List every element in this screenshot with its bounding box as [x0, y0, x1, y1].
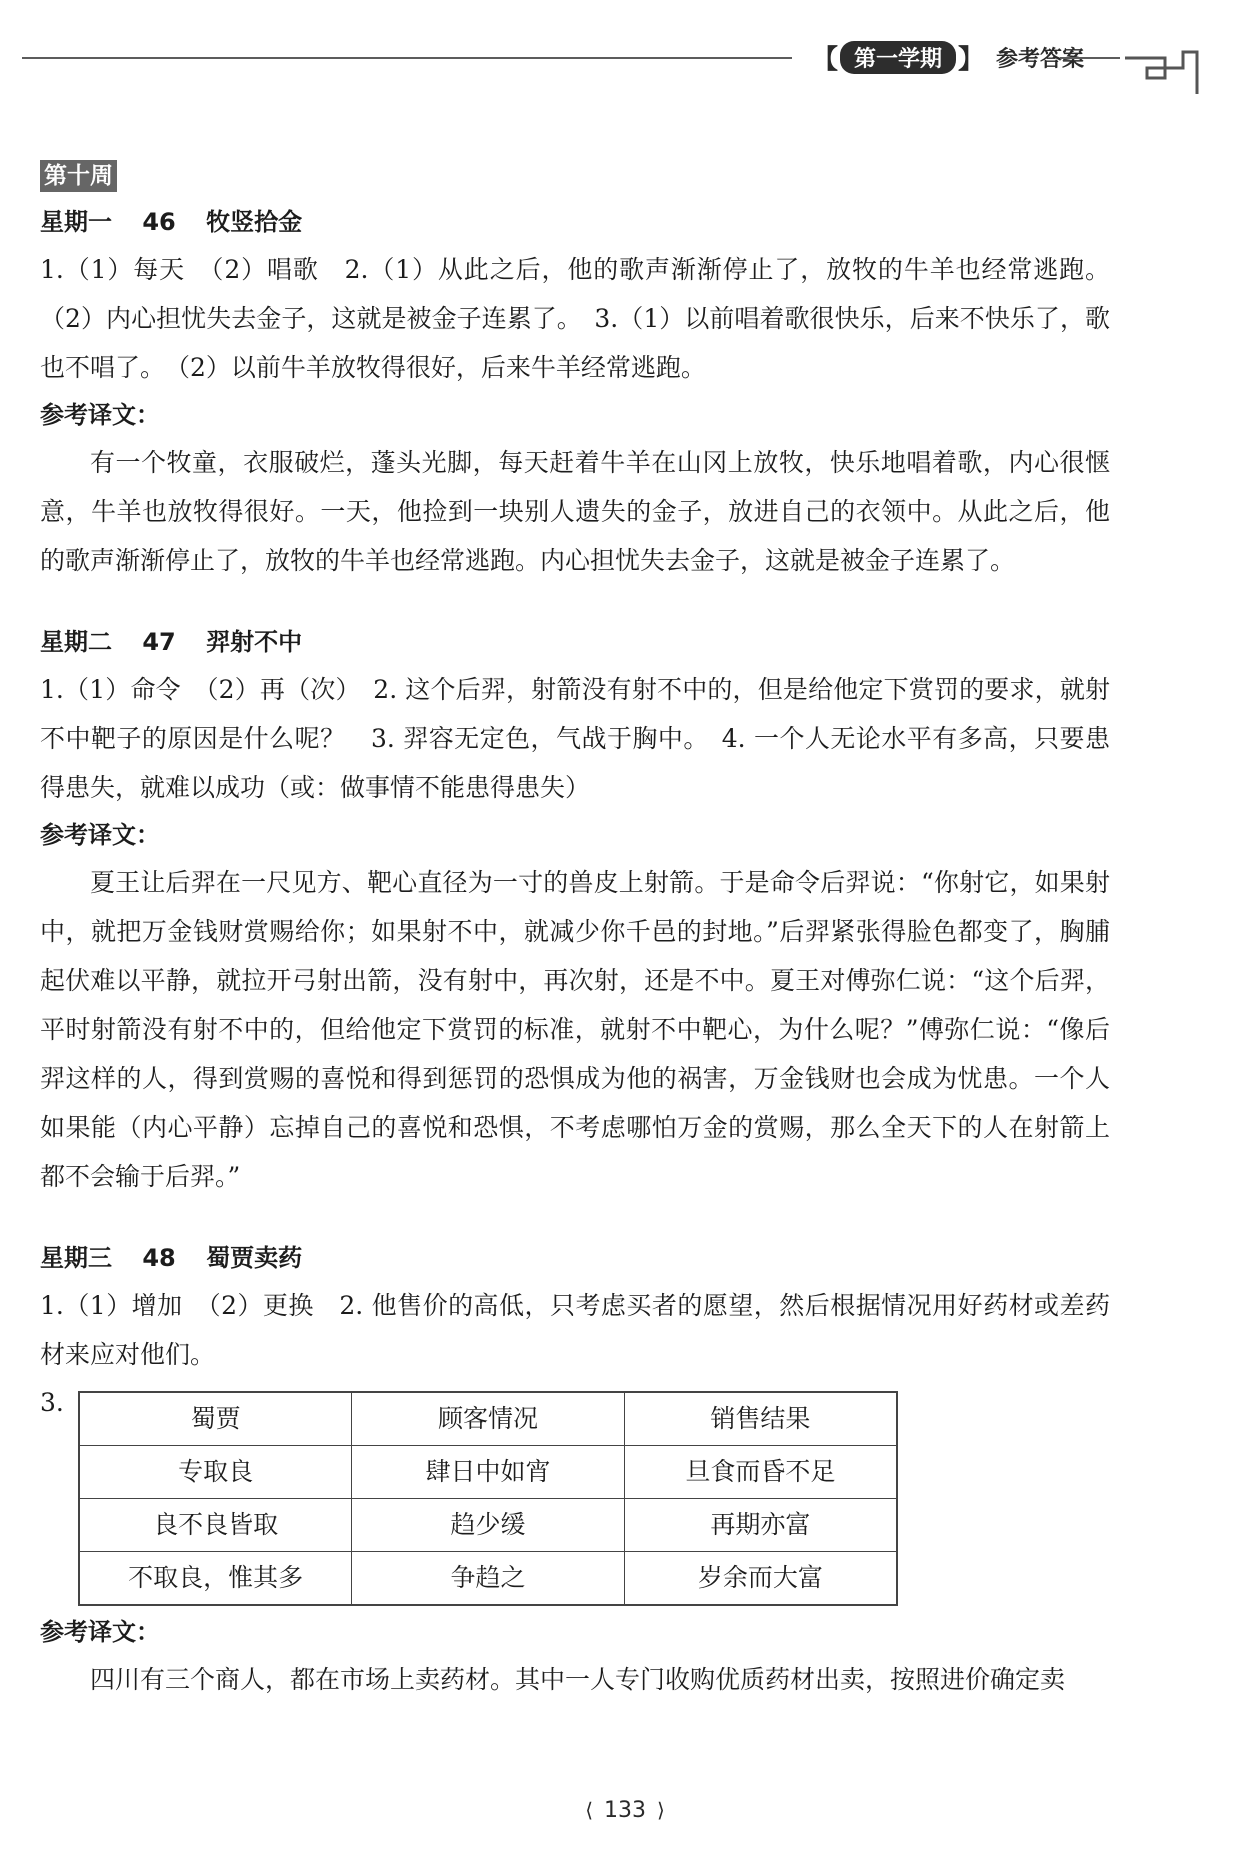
header-title: 参考答案	[996, 46, 1085, 72]
section-heading: 牧竖拾金	[206, 208, 303, 236]
right-chevron-icon: ⟩	[657, 1798, 665, 1822]
answers-text: 1.（1）命令 （2）再（次） 2. 这个后羿，射箭没有射不中的，但是给他定下赏罚的要求，就射不中靶子的原因是什么呢？ 3. 羿容无定色，气战于胸中。 4. 一个人无论水平有多高，只要患得患失，就难以成功（或：做事情不能患得患失）	[40, 675, 1110, 802]
table-row	[79, 1552, 897, 1606]
reference-translation-heading: 参考译文：	[40, 821, 160, 849]
page-number: 133	[604, 1798, 646, 1823]
answer-page	[40, 150, 1110, 1704]
table-header-cell: 蜀贾	[79, 1392, 352, 1446]
section-number: 47	[142, 628, 176, 656]
table-header-row	[79, 1392, 897, 1446]
translation-text: 夏王让后羿在一尺见方、靶心直径为一寸的兽皮上射箭。于是命令后羿说：“你射它，如果射中，就把万金钱财赏赐给你；如果射不中，就减少你千邑的封地。”后羿紧张得脸色都变了，胸脯起伏难以平静，就拉开弓射出箭，没有射中，再次射，还是不中。夏王对傅弥仁说：“这个后羿，平时射箭没有射不中的，但给他定下赏罚的标准，就射不中靶心，为什么呢？”傅弥仁说：“像后羿这样的人，得到赏赐的喜悦和得到惩罚的恐惧成为他的祸害，万金钱财也会成为忧患。一个人如果能（内心平静）忘掉自己的喜悦和恐惧，不考虑哪怕万金的赏赐，那么全天下的人在射箭上都不会输于后羿。”	[40, 868, 1110, 1191]
table-cell: 专取良	[79, 1446, 352, 1499]
table-cell: 良不良皆取	[79, 1499, 352, 1552]
translation-text: 四川有三个商人，都在市场上卖药材。其中一人专门收购优质药材出卖，按照进价确定卖	[90, 1665, 1066, 1694]
header-close-bracket: 】	[958, 44, 985, 75]
table-cell: 不取良，惟其多	[79, 1552, 352, 1606]
table-row	[79, 1499, 897, 1552]
page-footer	[0, 1798, 1250, 1823]
week-label: 第十周	[40, 160, 117, 192]
section-number: 48	[142, 1244, 176, 1272]
corner-ornament-icon	[1125, 46, 1215, 116]
table-cell: 岁余而大富	[624, 1552, 897, 1606]
table-cell: 旦食而昏不足	[624, 1446, 897, 1499]
table-cell: 趋少缓	[352, 1499, 625, 1552]
answers-text: 1.（1）每天 （2）唱歌 2.（1）从此之后，他的歌声渐渐停止了，放牧的牛羊也经常逃跑。（2）内心担忧失去金子，这就是被金子连累了。 3.（1）以前唱着歌很快乐，后来不快乐了，歌也不唱了。 （2）以前牛羊放牧得很好，后来牛羊经常逃跑。	[40, 255, 1110, 382]
left-chevron-icon: ⟨	[585, 1798, 593, 1822]
reference-translation-heading: 参考译文：	[40, 401, 160, 429]
section-number: 46	[142, 208, 176, 236]
section-heading: 羿射不中	[206, 628, 303, 656]
table-cell: 肆日中如宵	[352, 1446, 625, 1499]
section-heading: 蜀贾卖药	[206, 1244, 303, 1272]
answer-table-block	[40, 1383, 1110, 1603]
section-day: 星期二	[40, 628, 112, 656]
section-title	[40, 1235, 1110, 1281]
section-title	[40, 619, 1110, 665]
table-header-cell: 顾客情况	[352, 1392, 625, 1446]
translation-text: 有一个牧童，衣服破烂，蓬头光脚，每天赶着牛羊在山冈上放牧，快乐地唱着歌，内心很惬意，牛羊也放牧得很好。一天，他捡到一块别人遗失的金子，放进自己的衣领中。从此之后，他的歌声渐渐停止了，放牧的牛羊也经常逃跑。内心担忧失去金子，这就是被金子连累了。	[40, 448, 1110, 575]
section-day: 星期三	[40, 1244, 112, 1272]
answers-text: 1.（1）增加 （2）更换 2. 他售价的高低，只考虑买者的愿望，然后根据情况用好药材或差药材来应对他们。	[40, 1291, 1110, 1369]
table-header-cell: 销售结果	[624, 1392, 897, 1446]
header-badge	[800, 40, 1096, 74]
table-question-number: 3.	[40, 1388, 64, 1417]
header-rule-right	[1060, 57, 1120, 59]
table-row	[79, 1446, 897, 1499]
reference-translation-heading: 参考译文：	[40, 1618, 160, 1646]
answer-table	[78, 1391, 898, 1606]
header-rule-left	[22, 57, 792, 59]
section-day: 星期一	[40, 208, 112, 236]
semester-label: 第一学期	[840, 41, 956, 74]
header-open-bracket: 【	[812, 44, 839, 75]
table-cell: 再期亦富	[624, 1499, 897, 1552]
table-cell: 争趋之	[352, 1552, 625, 1606]
section-title	[40, 199, 1110, 245]
